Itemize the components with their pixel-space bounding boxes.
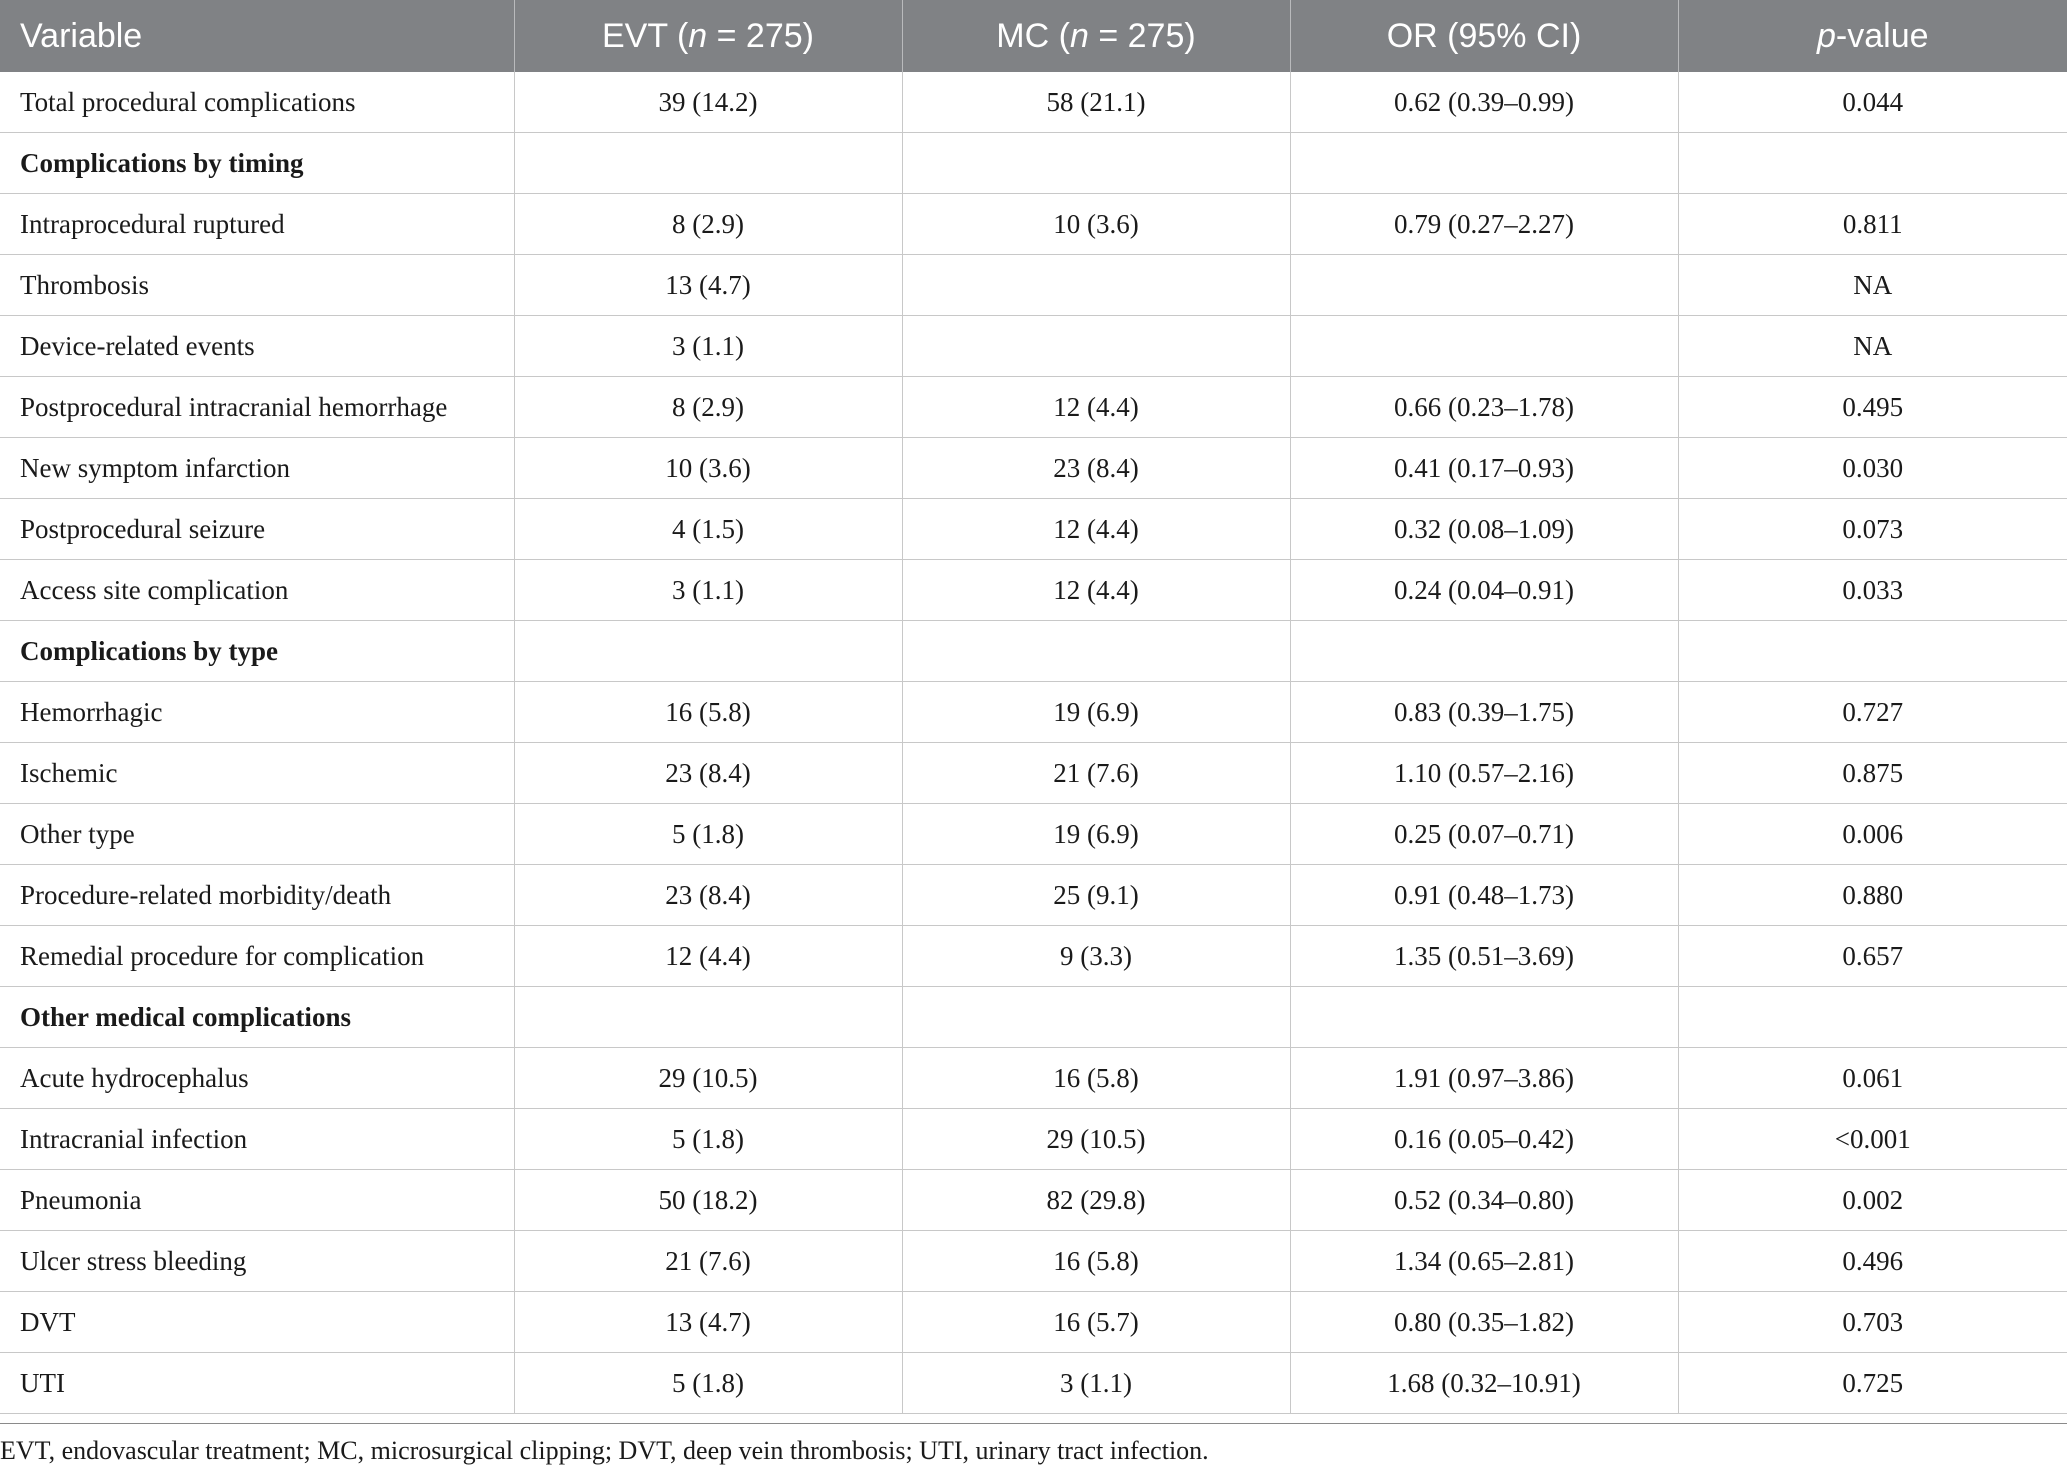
cell-mc: 19 (6.9)	[902, 804, 1290, 865]
cell-evt: 21 (7.6)	[514, 1231, 902, 1292]
cell-mc: 12 (4.4)	[902, 377, 1290, 438]
cell-variable: Other type	[0, 804, 514, 865]
cell-evt	[514, 987, 902, 1048]
cell-or: 0.32 (0.08–1.09)	[1290, 499, 1678, 560]
cell-variable: UTI	[0, 1353, 514, 1414]
cell-evt: 3 (1.1)	[514, 316, 902, 377]
cell-or: 0.24 (0.04–0.91)	[1290, 560, 1678, 621]
table-row	[0, 1231, 2067, 1292]
cell-or: 0.52 (0.34–0.80)	[1290, 1170, 1678, 1231]
cell-evt	[514, 133, 902, 194]
cell-evt: 3 (1.1)	[514, 560, 902, 621]
cell-variable: Procedure-related morbidity/death	[0, 865, 514, 926]
cell-p: 0.073	[1678, 499, 2067, 560]
table-row	[0, 377, 2067, 438]
table-row	[0, 316, 2067, 377]
cell-variable: Postprocedural intracranial hemorrhage	[0, 377, 514, 438]
cell-p	[1678, 621, 2067, 682]
cell-evt: 5 (1.8)	[514, 804, 902, 865]
header-p-value: p-value	[1678, 0, 2067, 72]
cell-variable: Remedial procedure for complication	[0, 926, 514, 987]
cell-mc: 16 (5.8)	[902, 1231, 1290, 1292]
cell-p: 0.703	[1678, 1292, 2067, 1353]
cell-variable: Hemorrhagic	[0, 682, 514, 743]
cell-p	[1678, 133, 2067, 194]
cell-mc: 10 (3.6)	[902, 194, 1290, 255]
cell-mc	[902, 621, 1290, 682]
cell-evt: 13 (4.7)	[514, 255, 902, 316]
cell-or: 0.25 (0.07–0.71)	[1290, 804, 1678, 865]
table-row	[0, 499, 2067, 560]
table-header-row	[0, 0, 2067, 72]
cell-p: 0.033	[1678, 560, 2067, 621]
cell-or: 0.80 (0.35–1.82)	[1290, 1292, 1678, 1353]
cell-variable: Device-related events	[0, 316, 514, 377]
table-row	[0, 1292, 2067, 1353]
cell-evt: 5 (1.8)	[514, 1109, 902, 1170]
cell-variable: Postprocedural seizure	[0, 499, 514, 560]
cell-evt: 39 (14.2)	[514, 72, 902, 133]
cell-mc	[902, 133, 1290, 194]
cell-variable: Other medical complications	[0, 987, 514, 1048]
table-body	[0, 72, 2067, 1414]
cell-evt: 13 (4.7)	[514, 1292, 902, 1353]
cell-or: 1.91 (0.97–3.86)	[1290, 1048, 1678, 1109]
cell-p: NA	[1678, 316, 2067, 377]
cell-p: 0.002	[1678, 1170, 2067, 1231]
cell-mc: 29 (10.5)	[902, 1109, 1290, 1170]
cell-variable: DVT	[0, 1292, 514, 1353]
cell-or: 0.66 (0.23–1.78)	[1290, 377, 1678, 438]
cell-or: 0.41 (0.17–0.93)	[1290, 438, 1678, 499]
table-row	[0, 1170, 2067, 1231]
cell-or: 1.34 (0.65–2.81)	[1290, 1231, 1678, 1292]
cell-evt	[514, 621, 902, 682]
cell-or: 0.83 (0.39–1.75)	[1290, 682, 1678, 743]
cell-variable: Ulcer stress bleeding	[0, 1231, 514, 1292]
cell-mc: 23 (8.4)	[902, 438, 1290, 499]
cell-evt: 8 (2.9)	[514, 194, 902, 255]
cell-mc: 12 (4.4)	[902, 560, 1290, 621]
cell-p: 0.495	[1678, 377, 2067, 438]
cell-variable: Pneumonia	[0, 1170, 514, 1231]
cell-mc	[902, 987, 1290, 1048]
cell-p: 0.727	[1678, 682, 2067, 743]
cell-or: 1.35 (0.51–3.69)	[1290, 926, 1678, 987]
cell-mc: 58 (21.1)	[902, 72, 1290, 133]
cell-mc: 25 (9.1)	[902, 865, 1290, 926]
cell-mc	[902, 316, 1290, 377]
header-evt: EVT (n = 275)	[514, 0, 902, 72]
section-header-row	[0, 621, 2067, 682]
table-row	[0, 72, 2067, 133]
cell-or	[1290, 621, 1678, 682]
cell-variable: Intracranial infection	[0, 1109, 514, 1170]
header-mc: MC (n = 275)	[902, 0, 1290, 72]
cell-evt: 16 (5.8)	[514, 682, 902, 743]
cell-variable: Thrombosis	[0, 255, 514, 316]
cell-or	[1290, 133, 1678, 194]
cell-evt: 29 (10.5)	[514, 1048, 902, 1109]
cell-p: 0.006	[1678, 804, 2067, 865]
cell-variable: Ischemic	[0, 743, 514, 804]
table-footnote: EVT, endovascular treatment; MC, microsurgical clipping; DVT, deep vein thrombosis; UTI, urinary tract infection.	[0, 1436, 1209, 1465]
table-bottom-rule	[0, 1423, 2067, 1424]
cell-mc: 3 (1.1)	[902, 1353, 1290, 1414]
cell-or: 0.91 (0.48–1.73)	[1290, 865, 1678, 926]
cell-mc: 19 (6.9)	[902, 682, 1290, 743]
table-row	[0, 743, 2067, 804]
table-row	[0, 804, 2067, 865]
cell-p	[1678, 987, 2067, 1048]
cell-or	[1290, 255, 1678, 316]
cell-mc: 16 (5.7)	[902, 1292, 1290, 1353]
cell-mc: 12 (4.4)	[902, 499, 1290, 560]
header-variable: Variable	[0, 0, 514, 72]
cell-p: NA	[1678, 255, 2067, 316]
table-row	[0, 255, 2067, 316]
cell-evt: 23 (8.4)	[514, 743, 902, 804]
cell-evt: 23 (8.4)	[514, 865, 902, 926]
cell-or: 1.10 (0.57–2.16)	[1290, 743, 1678, 804]
cell-or: 0.16 (0.05–0.42)	[1290, 1109, 1678, 1170]
cell-variable: New symptom infarction	[0, 438, 514, 499]
cell-evt: 4 (1.5)	[514, 499, 902, 560]
section-header-row	[0, 133, 2067, 194]
table-row	[0, 865, 2067, 926]
cell-mc: 9 (3.3)	[902, 926, 1290, 987]
cell-or	[1290, 316, 1678, 377]
cell-variable: Total procedural complications	[0, 72, 514, 133]
cell-or: 0.62 (0.39–0.99)	[1290, 72, 1678, 133]
header-or: OR (95% CI)	[1290, 0, 1678, 72]
cell-variable: Acute hydrocephalus	[0, 1048, 514, 1109]
cell-p: 0.811	[1678, 194, 2067, 255]
cell-evt: 8 (2.9)	[514, 377, 902, 438]
table-row	[0, 682, 2067, 743]
cell-mc: 21 (7.6)	[902, 743, 1290, 804]
cell-evt: 12 (4.4)	[514, 926, 902, 987]
cell-p: 0.061	[1678, 1048, 2067, 1109]
cell-p: 0.875	[1678, 743, 2067, 804]
cell-or: 0.79 (0.27–2.27)	[1290, 194, 1678, 255]
cell-p: 0.657	[1678, 926, 2067, 987]
cell-p: 0.030	[1678, 438, 2067, 499]
cell-variable: Access site complication	[0, 560, 514, 621]
table-row	[0, 1109, 2067, 1170]
cell-variable: Complications by type	[0, 621, 514, 682]
cell-p: 0.496	[1678, 1231, 2067, 1292]
cell-evt: 10 (3.6)	[514, 438, 902, 499]
table-row	[0, 438, 2067, 499]
cell-or	[1290, 987, 1678, 1048]
cell-mc: 16 (5.8)	[902, 1048, 1290, 1109]
cell-evt: 50 (18.2)	[514, 1170, 902, 1231]
cell-variable: Complications by timing	[0, 133, 514, 194]
cell-p: <0.001	[1678, 1109, 2067, 1170]
table-row	[0, 1353, 2067, 1414]
section-header-row	[0, 987, 2067, 1048]
cell-p: 0.044	[1678, 72, 2067, 133]
table-row	[0, 560, 2067, 621]
table-row	[0, 1048, 2067, 1109]
table-row	[0, 926, 2067, 987]
cell-mc	[902, 255, 1290, 316]
cell-p: 0.725	[1678, 1353, 2067, 1414]
cell-p: 0.880	[1678, 865, 2067, 926]
table-row	[0, 194, 2067, 255]
cell-variable: Intraprocedural ruptured	[0, 194, 514, 255]
cell-evt: 5 (1.8)	[514, 1353, 902, 1414]
cell-mc: 82 (29.8)	[902, 1170, 1290, 1231]
cell-or: 1.68 (0.32–10.91)	[1290, 1353, 1678, 1414]
